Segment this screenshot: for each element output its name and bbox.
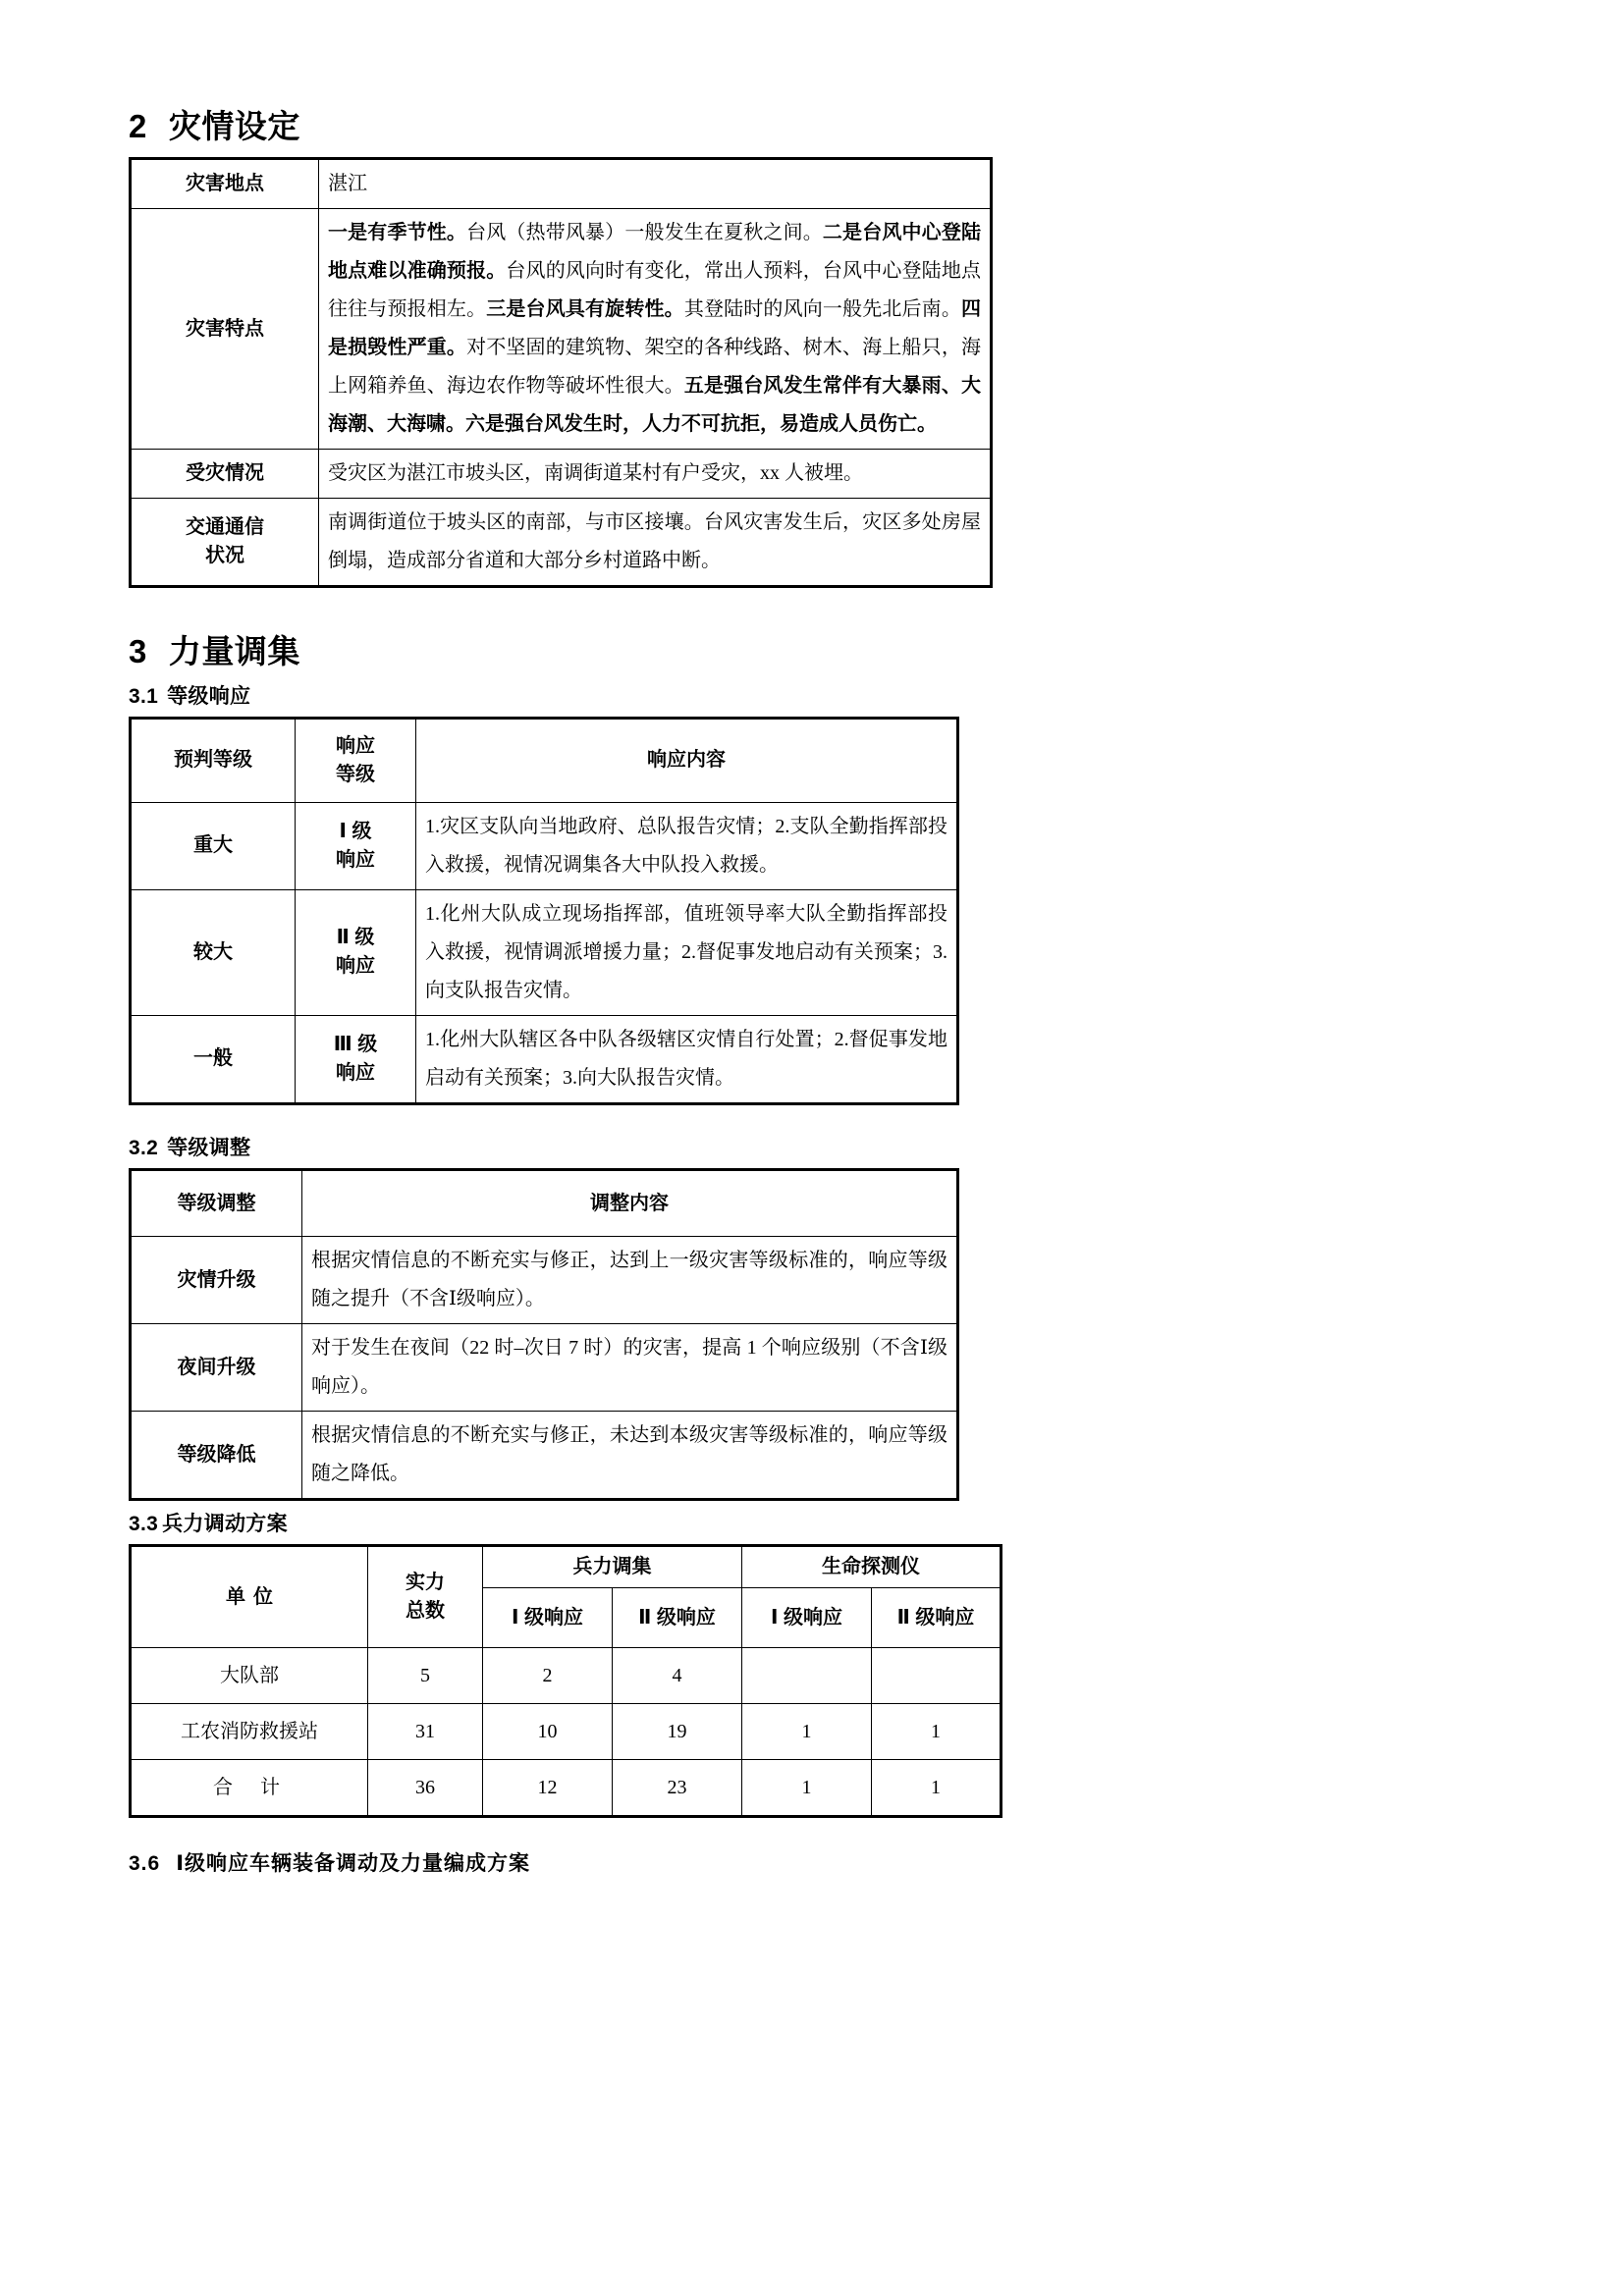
section-number: 2 [129,108,147,144]
cell-content-level-1: 1.灾区支队向当地政府、总队报告灾情；2.支队全勤指挥部投入救援，视情况调集各大中队投入救援。 [416,802,958,889]
table-row [131,1704,1001,1760]
row-value-characteristics: 一是有季节性。台风（热带风暴）一般发生在夏秋之间。二是台风中心登陆地点难以准确预报。台风的风向时有变化，常出人预料，台风中心登陆地点往往与预报相左。三是台风具有旋转性。其登陆时的风向一般先北后南。四是损毁性严重。对不坚固的建筑物、架空的各种线路、树木、海上船只，海上网箱养鱼、海边农作物等破坏性很大。五是强台风发生常伴有大暴雨、大海潮、大海啸。六是强台风发生时，人力不可抗拒，易造成人员伤亡。 [319,209,992,450]
cell-content-night-upgrade: 对于发生在夜间（22 时–次日 7 时）的灾害，提高 1 个响应级别（不含Ⅰ级响应）。 [302,1324,958,1412]
cell-kind-downgrade: 等级降低 [131,1412,302,1500]
subsection-number: 3.1 [129,684,159,708]
cell-unit-station: 工农消防救援站 [131,1704,368,1760]
cell-det-l2-station: 1 [872,1704,1001,1760]
table-row [131,1648,1001,1704]
header-force-group: 兵力调集 [483,1546,742,1588]
cell-force-l1-station: 10 [483,1704,613,1760]
table-row [131,159,992,209]
cell-level-1: Ⅰ 级 响应 [296,802,416,889]
cell-det-l2-sum: 1 [872,1760,1001,1817]
cell-force-l2-sum: 23 [613,1760,742,1817]
subsection-title: 等级响应 [167,684,251,708]
cell-kind-night-upgrade: 夜间升级 [131,1324,302,1412]
table-row [131,1015,958,1103]
cell-content-downgrade: 根据灾情信息的不断充实与修正，未达到本级灾害等级标准的，响应等级随之降低。 [302,1412,958,1500]
section-number: 3 [129,633,147,670]
subsection-title: 等级调整 [167,1136,251,1159]
table-row [131,1237,958,1324]
page-content [129,106,1498,1877]
cell-content-level-3: 1.化州大队辖区各中队各级辖区灾情自行处置；2.督促事发地启动有关预案；3.向大队报告灾情。 [416,1015,958,1103]
header-forecast-grade: 预判等级 [131,718,296,802]
cell-content-upgrade: 根据灾情信息的不断充实与修正，达到上一级灾害等级标准的，响应等级随之提升（不含Ⅰ级响应）。 [302,1237,958,1324]
level-adjustment-table [129,1168,959,1501]
row-label-affected: 受灾情况 [131,450,319,499]
header-detector-level-2: Ⅱ 级响应 [872,1588,1001,1648]
subsection-heading-vehicle-plan [129,1847,1498,1877]
cell-kind-upgrade: 灾情升级 [131,1237,302,1324]
cell-grade-large: 较大 [131,889,296,1015]
subsection-title: 兵力调动方案 [162,1513,288,1536]
cell-grade-major: 重大 [131,802,296,889]
table-row [131,1760,1001,1817]
subsection-number: 3.3 [129,1513,159,1536]
cell-det-l2-hq [872,1648,1001,1704]
table-header-row [131,718,958,802]
cell-force-l2-hq: 4 [613,1648,742,1704]
header-response-level: 响应 等级 [296,718,416,802]
subsection-number: 3.6 [129,1852,161,1876]
cell-total-station: 31 [368,1704,483,1760]
table-row [131,802,958,889]
subsection-heading-force-plan [129,1511,1498,1537]
row-value-transport: 南调街道位于坡头区的南部，与市区接壤。台风灾害发生后，灾区多处房屋倒塌，造成部分省道和大部分乡村道路中断。 [319,499,992,587]
cell-force-l1-hq: 2 [483,1648,613,1704]
header-response-content: 响应内容 [416,718,958,802]
section-title: 力量调集 [168,633,300,670]
cell-det-l1-station: 1 [742,1704,872,1760]
disaster-setting-table [129,157,993,588]
subsection-heading-level-response [129,683,1498,710]
section-heading-force-mobilization [129,631,1498,671]
cell-total-sum: 36 [368,1760,483,1817]
table-header-row [131,1546,1001,1588]
cell-unit-total: 合 计 [131,1760,368,1817]
header-force-level-2: Ⅱ 级响应 [613,1588,742,1648]
section-title: 灾情设定 [168,108,300,144]
table-header-row [131,1170,958,1237]
header-strength-total: 实力 总数 [368,1546,483,1648]
table-row [131,499,992,587]
row-label-location: 灾害地点 [131,159,319,209]
subsection-number: 3.2 [129,1136,159,1159]
header-detector-level-1: Ⅰ 级响应 [742,1588,872,1648]
table-row [131,1324,958,1412]
table-row [131,1412,958,1500]
cell-level-2: Ⅱ 级 响应 [296,889,416,1015]
cell-content-level-2: 1.化州大队成立现场指挥部，值班领导率大队全勤指挥部投入救援，视情调派增援力量；2.督促事发地启动有关预案；3.向支队报告灾情。 [416,889,958,1015]
row-value-affected: 受灾区为湛江市坡头区，南调街道某村有户受灾，xx 人被埋。 [319,450,992,499]
subsection-title: Ⅰ级响应车辆装备调动及力量编成方案 [176,1852,531,1876]
cell-force-l1-sum: 12 [483,1760,613,1817]
cell-total-hq: 5 [368,1648,483,1704]
cell-det-l1-hq [742,1648,872,1704]
level-response-table [129,717,959,1105]
cell-det-l1-sum: 1 [742,1760,872,1817]
header-adjustment-kind: 等级调整 [131,1170,302,1237]
cell-grade-general: 一般 [131,1015,296,1103]
table-row [131,889,958,1015]
row-label-transport: 交通通信 状况 [131,499,319,587]
table-row [131,450,992,499]
subsection-heading-level-adjustment [129,1135,1498,1161]
table-row [131,209,992,450]
header-force-level-1: Ⅰ 级响应 [483,1588,613,1648]
row-label-characteristics: 灾害特点 [131,209,319,450]
row-value-location: 湛江 [319,159,992,209]
header-unit: 单位 [131,1546,368,1648]
cell-unit-hq: 大队部 [131,1648,368,1704]
header-detector-group: 生命探测仪 [742,1546,1001,1588]
cell-force-l2-station: 19 [613,1704,742,1760]
header-adjustment-content: 调整内容 [302,1170,958,1237]
force-plan-table [129,1544,1002,1818]
cell-level-3: Ⅲ 级 响应 [296,1015,416,1103]
section-heading-disaster-setting [129,106,1498,146]
